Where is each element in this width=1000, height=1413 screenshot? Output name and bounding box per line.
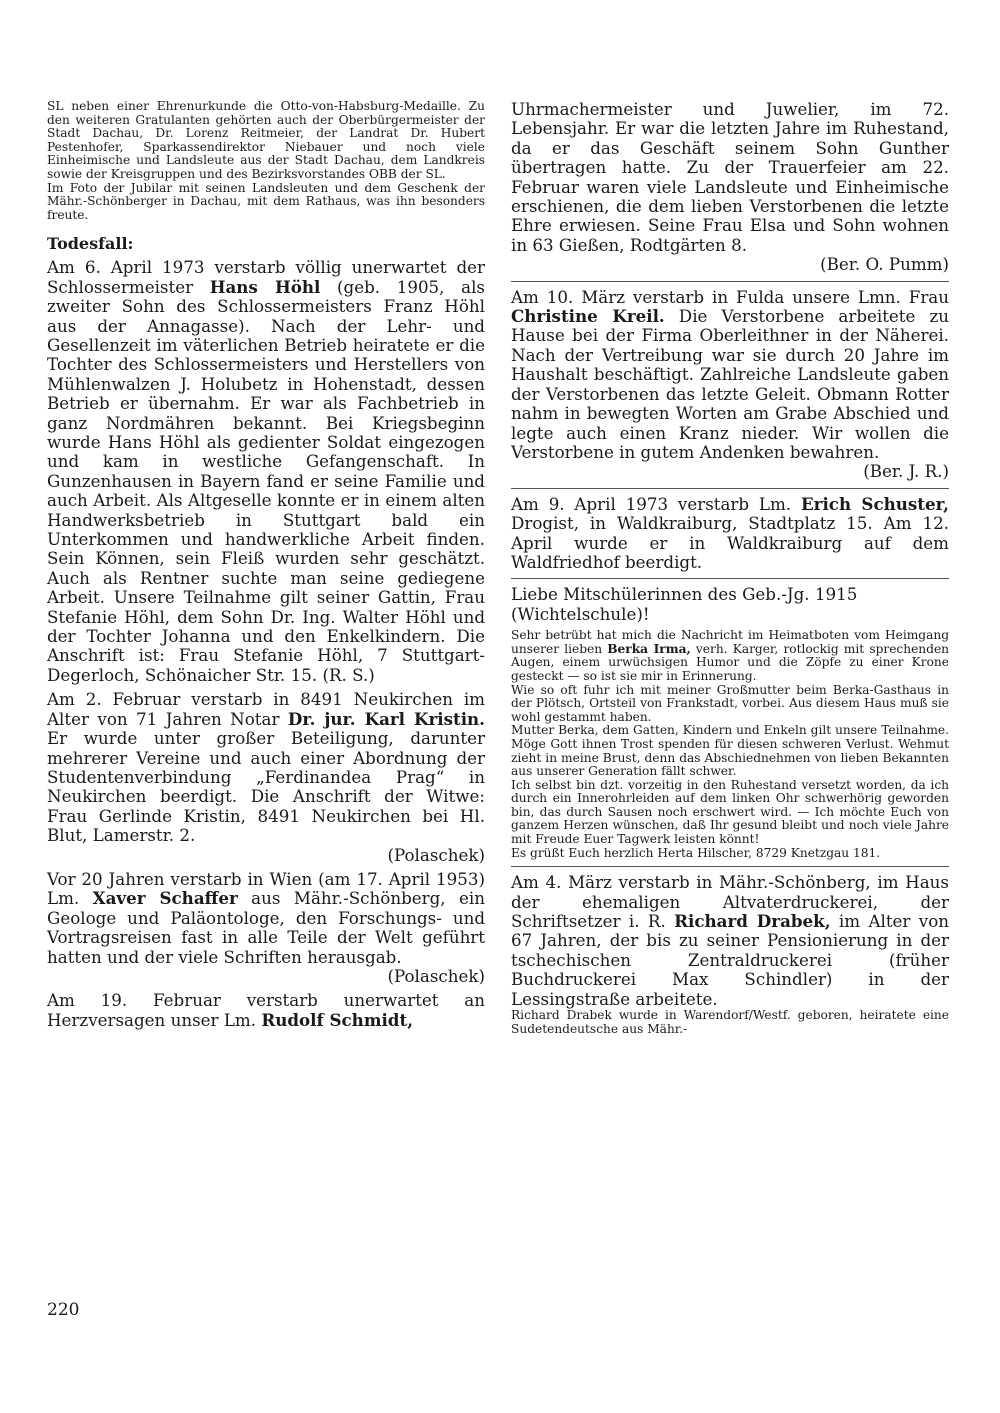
obituary-schaffer: Vor 20 Jahren verstarb in Wien (am 17. April 1953) Lm. Xaver Schaffer aus Mähr.-Schönberg, ein Geologe und Paläontologe, den Forschungs- und Vortragsreisen fast in alle Teile der Welt geführt hatten und der viele Schriften herausgab.: [47, 868, 485, 967]
signature-pumm: (Ber. O. Pumm): [820, 254, 949, 275]
obituary-kristin: Am 2. Februar verstarb in 8491 Neukirchen im Alter von 71 Jahren Notar Dr. jur. Karl Kristin. Er wurde unter großer Beteiligung, darunter mehrerer Vereine und auch einer Abordnung der Studentenverbindung „Ferdinandea Prag“ in Neukirchen beerdigt. Die Anschrift der Witwe: Frau Gerlinde Kristin, 8491 Neukirchen bei Hl. Blut, Lamerstr. 2.: [47, 689, 485, 846]
right-column: [511, 100, 949, 1036]
signature-jr: (Ber. J. R.): [863, 461, 949, 482]
name-richard-drabek: Richard Drabek,: [674, 911, 831, 932]
name-berka-irma: Berka Irma,: [607, 641, 691, 656]
divider: [511, 281, 949, 282]
name-christine-kreil: Christine Kreil.: [511, 306, 665, 327]
signature-polaschek-2: (Polaschek): [387, 965, 485, 986]
letter-paragraph: Ich selbst bin dzt. vorzeitig in den Ruhestand versetzt worden, da ich durch ein Innerohrleiden auf dem linken Ohr schwerhörig geworden bin, das durch Sausen noch erschwert wird. — Ich möchte Euch von ganzem Herzen wünschen, daß Ihr gesund bleibt und noch viele Jahre mit Freude Euer Tagwerk leisten könnt!: [511, 777, 949, 847]
name-rudolf-schmidt: Rudolf Schmidt,: [261, 1009, 413, 1030]
obituary-schmidt-continued: Uhrmachermeister und Juwelier, im 72. Lebensjahr. Er war die letzten Jahre im Ruhestand, da er das Geschäft seinem Sohn Gunther übertragen hatte. Zu der Trauerfeier am 22. Februar waren viele Landsleute und Einheimische erschienen, die dem lieben Verstorbenen die letzte Ehre erwiesen. Seine Frau Elsa und Sohn wohnen in 63 Gießen, Rodtgärten 8.: [511, 99, 949, 255]
intro-paragraph: SL neben einer Ehrenurkunde die Otto-von-Habsburg-Medaille. Zu den weiteren Gratulanten gehörten auch der Oberbürgermeister der Stadt Dachau, Dr. Lorenz Reitmeier, der Landrat Dr. Hubert Pestenhofer, Sparkassendirektor Niebauer und noch viele Einheimische und Landsleute aus der Stadt Dachau, dem Landkreis sowie der Kreisgruppen und des Bezirksvorstandes OBB der SL.: [47, 99, 485, 181]
page-number: 220: [47, 1300, 80, 1320]
signature-polaschek-1: (Polaschek): [387, 844, 485, 865]
photo-caption: Im Foto der Jubilar mit seinen Landsleuten und dem Geschenk der Mähr.-Schönberger in Dachau, mit dem Rathaus, was ihn besonders freute.: [47, 180, 485, 222]
name-xaver-schaffer: Xaver Schaffer: [92, 888, 238, 909]
section-heading: Todesfall:: [47, 234, 134, 254]
obituary-kreil: Am 10. März verstarb in Fulda unsere Lmn. Frau Christine Kreil. Die Verstorbene arbeitete zu Hause bei der Firma Oberleithner in der Näherei. Nach der Vertreibung war sie durch 20 Jahre im Haushalt beschäftigt. Zahlreiche Landsleute gaben der Verstorbenen das letzte Geleit. Obmann Rotter nahm in bewegten Worten am Grabe Abschied und legte auch einen Kranz nieder. Wir wollen die Verstorbene in gutem Andenken bewahren.: [511, 286, 950, 462]
name-hans-hoehl: Hans Höhl: [209, 276, 321, 297]
letter-paragraph: Wie so oft fuhr ich mit meiner Großmutter beim Berka-Gasthaus in der Plötsch, Ortsteil von Frankstadt, vorbei. Aus diesem Haus muß sie wohl gestammt haben.: [511, 682, 949, 724]
divider: [511, 578, 949, 579]
obituary-hoehl: Am 6. April 1973 verstarb völlig unerwartet der Schlossermeister Hans Höhl (geb. 1905, als zweiter Sohn des Schlossermeisters Franz Höhl aus der Annagasse). Nach der Lehr- und Gesellenzeit im väterlichen Betrieb heiratete er die Tochter des Schlossermeisters und Herstellers von Mühlenwalzen J. Holubetz in Hohenstadt, dessen Betrieb er übernahm. Er war als Fachbetrieb in ganz Nordmähren bekannt. Bei Kriegsbeginn wurde Hans Höhl als gedienter Soldat eingezogen und kam in westliche Gefangenschaft. In Gunzenhausen in Bayern fand er seine Familie und auch Arbeit. Als Altgeselle konnte er in einem alten Handwerksbetrieb in Stuttgart bald ein Unterkommen und handwerkliche Arbeit finden. Sein Können, sein Fleiß wurden sehr geschätzt. Auch als Rentner suchte man seine gediegene Arbeit. Unsere Teilnahme gilt seiner Gattin, Frau Stefanie Höhl, dem Sohn Dr. Ing. Walter Höhl und der Tochter Johanna und den Enkelkindern. Die Anschrift ist: Frau Stefanie Höhl, 7 Stuttgart-Degerloch, Schönaicher Str. 15. (R. S.): [47, 257, 485, 685]
letter-greeting: Liebe Mitschülerinnen des Geb.-Jg. 1915 (Wichtelschule)!: [511, 584, 858, 624]
letter-signature: Es grüßt Euch herzlich Herta Hilscher, 8729 Knetzgau 181.: [511, 845, 881, 860]
obituary-drabek: Am 4. März verstarb in Mähr.-Schönberg, im Haus der ehemaligen Altvaterdruckerei, der Schriftsetzer i. R. Richard Drabek, im Alter von 67 Jahren, der bis zu seiner Pensionierung in der tschechischen Zentraldruckerei (früher Buchdruckerei Max Schindler) in der Lessingstraße arbeitete.: [511, 872, 949, 1009]
obituary-schmidt-start: Am 19. Februar verstarb unerwartet an Herzversagen unser Lm. Rudolf Schmidt,: [47, 990, 485, 1030]
letter-paragraph: Sehr betrübt hat mich die Nachricht im Heimatboten vom Heimgang unserer lieben Berka Irma, verh. Karger, rotlockig mit sprechenden Augen, einem urwüchsigen Humor und die Zöpfe zu einer Krone gesteckt — so ist sie mir in Erinnerung.: [511, 628, 950, 683]
drabek-biography: Richard Drabek wurde in Warendorf/Westf. geboren, heiratete eine Sudetendeutsche aus Mähr.-: [511, 1008, 949, 1036]
left-column: [47, 100, 485, 1030]
divider: [511, 488, 949, 489]
obituary-schuster: Am 9. April 1973 verstarb Lm. Erich Schuster, Drogist, in Waldkraiburg, Stadtplatz 15. Am 12. April wurde er in Waldkraiburg auf dem Waldfriedhof beerdigt.: [511, 493, 949, 572]
name-erich-schuster: Erich Schuster,: [800, 493, 949, 514]
divider: [511, 866, 949, 867]
letter-paragraph: Mutter Berka, dem Gatten, Kindern und Enkeln gilt unsere Teilnahme. Möge Gott ihnen Trost spenden für diesen schweren Verlust. Wehmut zieht in meine Brust, denn das Abschiednehmen von lieben Bekannten aus unserer Generation fällt schwer.: [511, 723, 949, 779]
name-karl-kristin: Dr. jur. Karl Kristin.: [287, 708, 485, 729]
